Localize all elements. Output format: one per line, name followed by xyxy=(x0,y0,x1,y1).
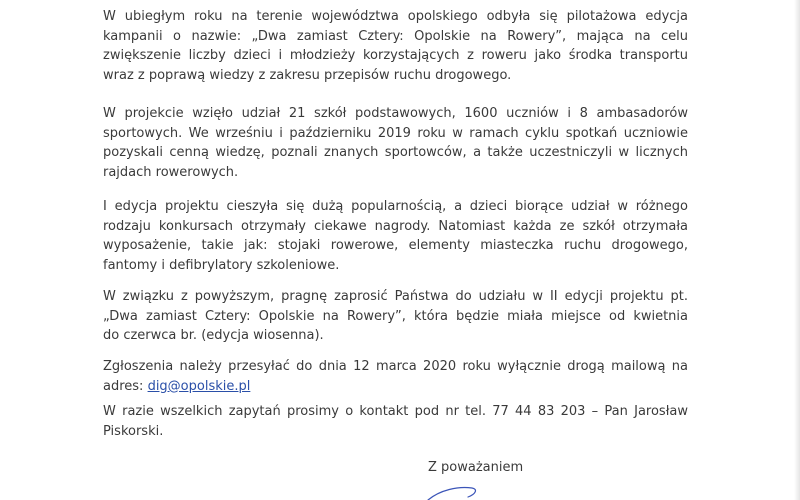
paragraph-participation xyxy=(103,104,688,182)
closing-salutation: Z poważaniem xyxy=(428,460,524,475)
paragraph-line: zwiększenie liczby dzieci i młodzieży korzystających z roweru jako środka transportu xyxy=(103,48,688,63)
scan-edge-shadow xyxy=(794,0,800,500)
paragraph-first-edition-results xyxy=(103,197,688,275)
paragraph-line: do czerwca br. (edycja wiosenna). xyxy=(103,328,324,343)
paragraph-line: Zgłoszenia należy przesyłać do dnia 12 marca 2020 roku wyłącznie drogą mailową na xyxy=(103,359,688,374)
signature-mark xyxy=(420,478,510,500)
paragraph-line: kampanii o nazwie: „Dwa zamiast Cztery: Opolskie na Rowery”, mająca na celu xyxy=(103,28,688,44)
paragraph-line: pozyskali cenną wiedzę, poznali znanych sportowców, a także uczestniczyli w licznych xyxy=(103,145,688,160)
email-link[interactable]: dig@opolskie.pl xyxy=(147,378,251,394)
paragraph-line: W projekcie wzięło udział 21 szkół podstawowych, 1600 uczniów i 8 ambasadorów xyxy=(103,106,688,121)
paragraph-line: W razie wszelkich zapytań prosimy o kontakt pod nr tel. 77 44 83 203 – Pan Jarosław xyxy=(103,404,688,419)
paragraph-line: rodzaju konkursach otrzymały ciekawe nagrody. Natomiast każda ze szkół otrzymała xyxy=(103,218,688,234)
paragraph-line: wraz z poprawą wiedzy z zakresu przepisów ruchu drogowego. xyxy=(103,67,512,83)
paragraph-line: wyposażenie, takie jak: stojaki rowerowe, elementy miasteczka ruchu drogowego, xyxy=(103,238,688,253)
paragraph-line: rajdach rowerowych. xyxy=(103,164,239,180)
paragraph-contact xyxy=(103,402,688,441)
paragraph-submissions xyxy=(103,357,688,396)
paragraph-line: W ubiegłym roku na terenie województwa opolskiego odbyła się pilotażowa edycja xyxy=(103,9,688,24)
paragraph-line xyxy=(103,377,688,397)
paragraph-line: Piskorski. xyxy=(103,423,164,439)
paragraph-line: fantomy i defibrylatory szkoleniowe. xyxy=(103,257,340,273)
paragraph-line: W związku z powyższym, pragnę zaprosić Państwa do udziału w II edycji projektu pt. xyxy=(103,289,688,304)
paragraph-line: I edycja projektu cieszyła się dużą popularnością, a dzieci biorące udział w różnego xyxy=(103,199,688,214)
paragraph-line: sportowych. We wrześniu i październiku 2019 roku w ramach cyklu spotkań uczniowie xyxy=(103,125,688,141)
paragraph-pilot-edition xyxy=(103,7,688,85)
address-prefix: adres: xyxy=(103,378,148,394)
paragraph-invitation xyxy=(103,287,688,346)
paragraph-line: „Dwa zamiast Cztery: Opolskie na Rowery”, która będzie miała miejsce od kwietnia xyxy=(103,308,688,324)
